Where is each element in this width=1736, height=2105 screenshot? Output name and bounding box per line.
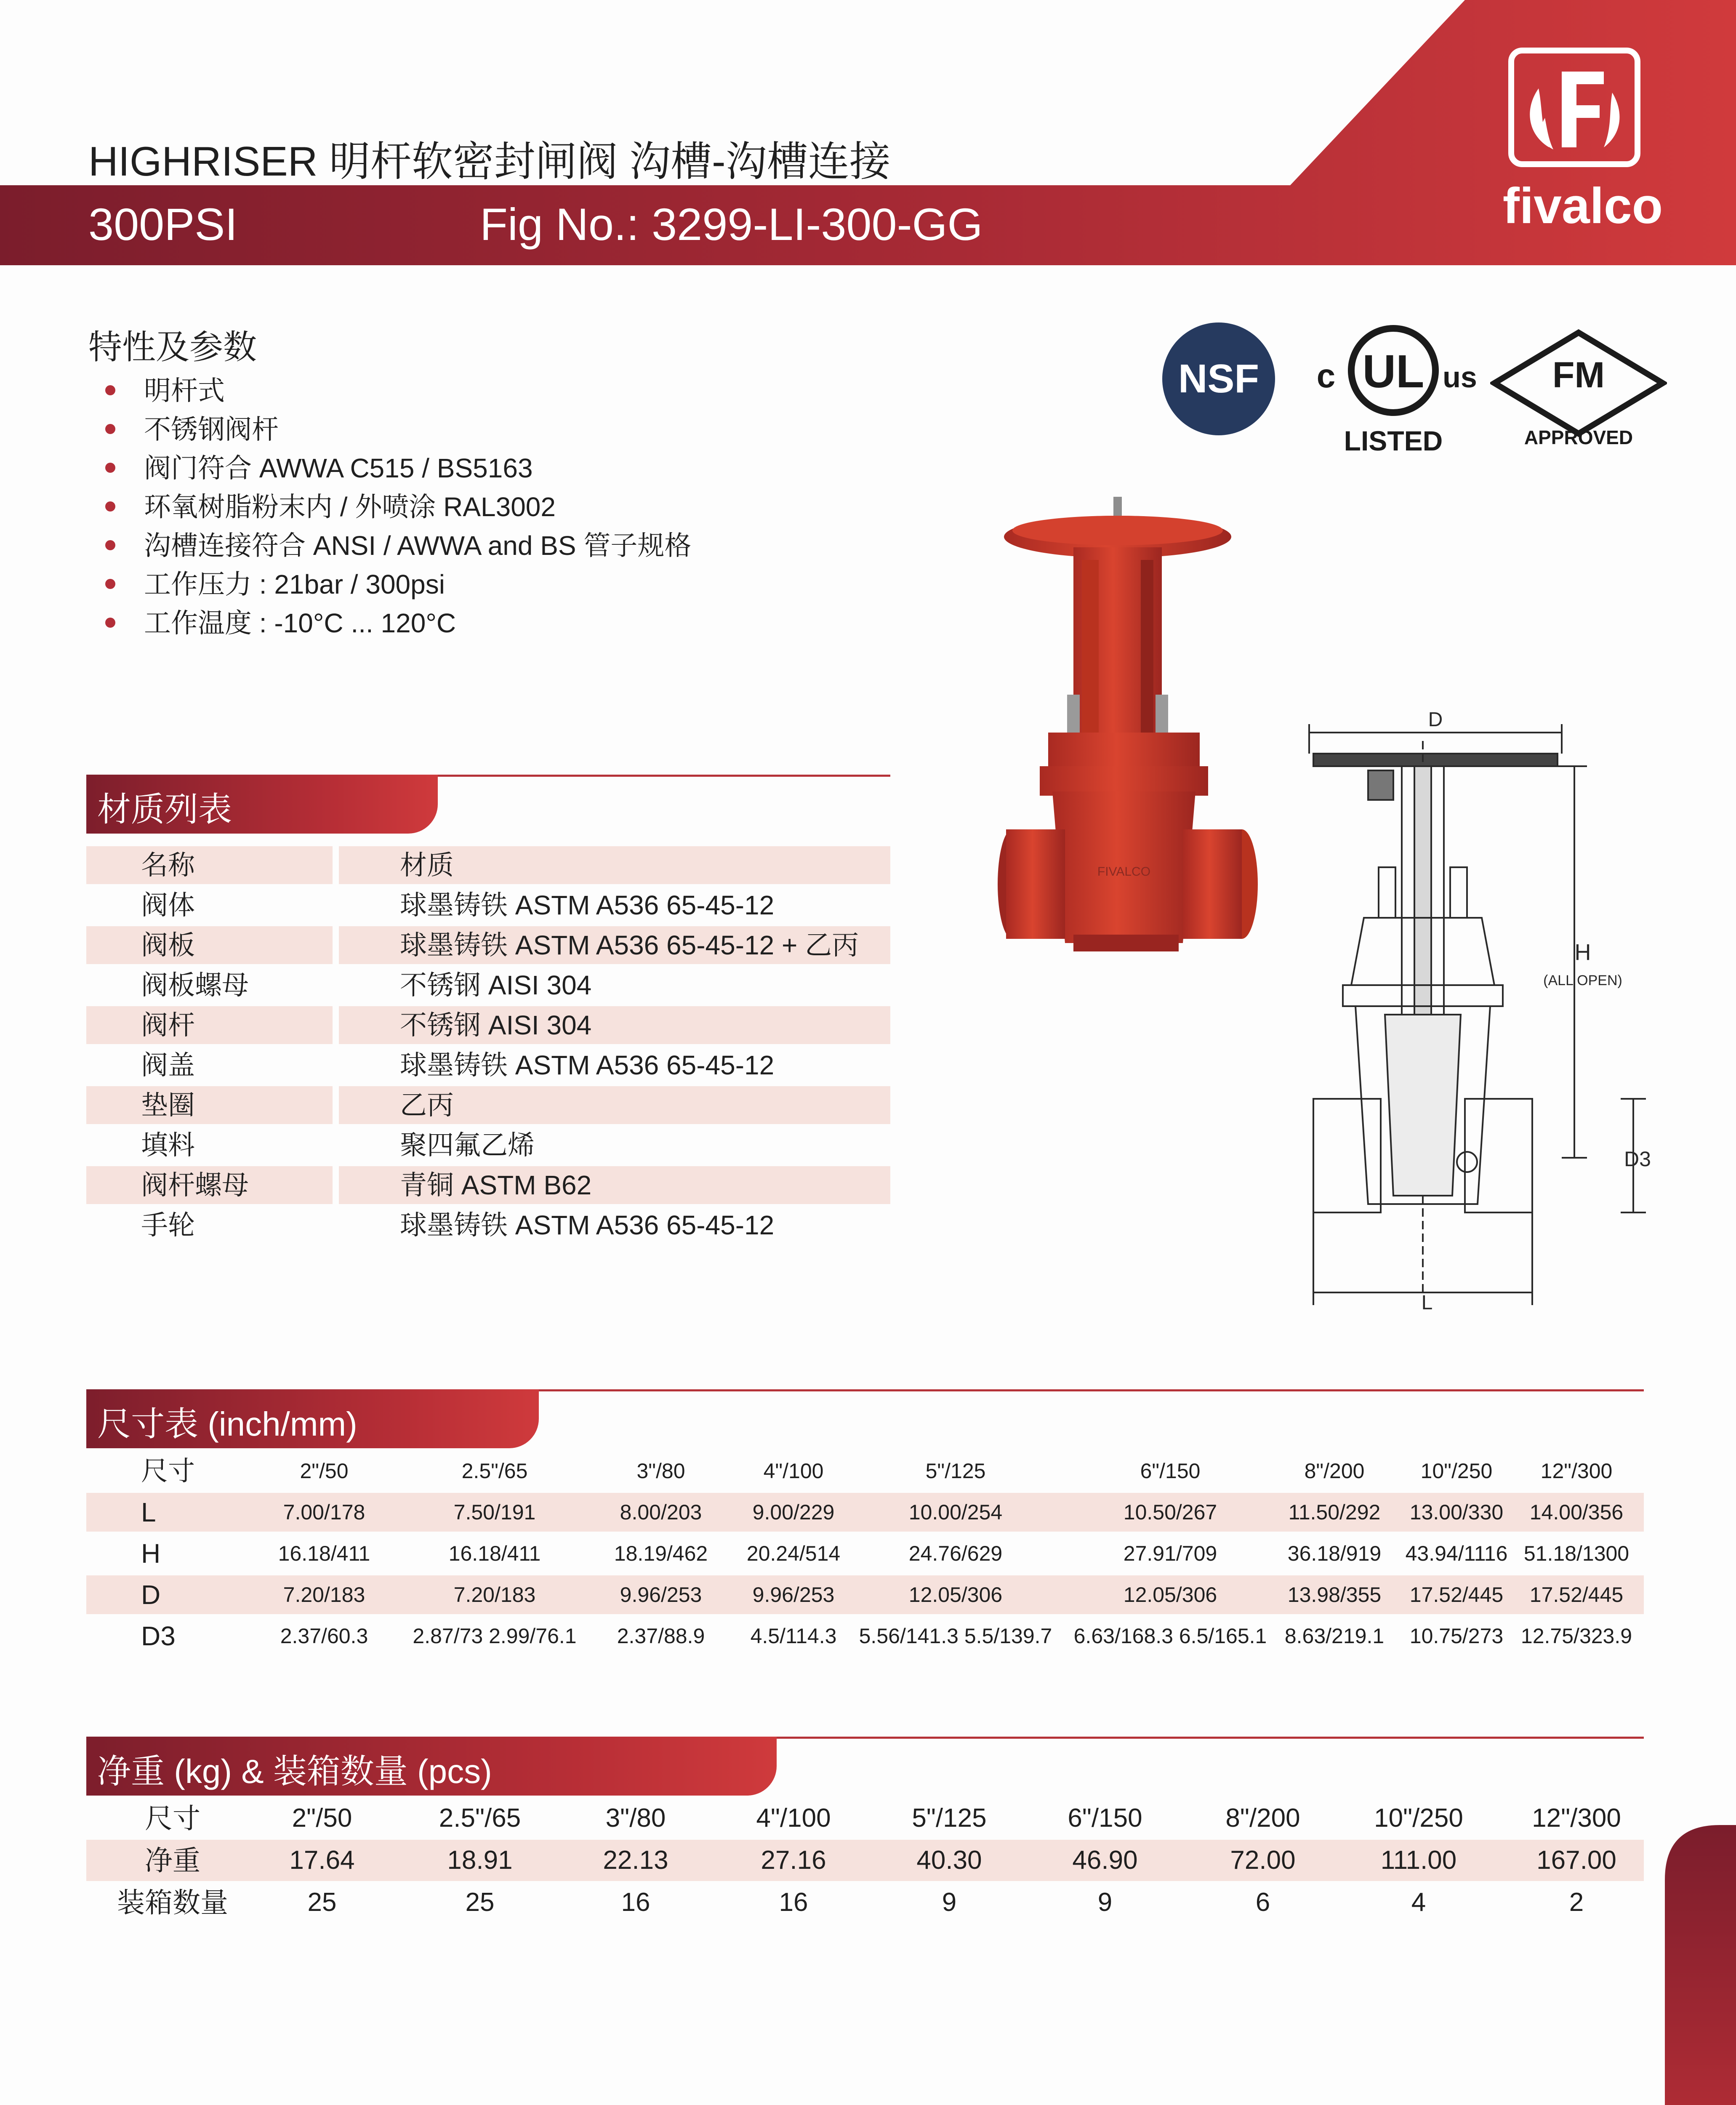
weights-title: 净重 (kg) & 装箱数量 (pcs) (97, 1753, 492, 1790)
table-row: D3 2.37/60.3 2.87/73 2.99/76.1 2.37/88.9 4.5/114.3 5.56/141.3 5.5/139.7 6.63/168.3 6.5/165.1 8.63/219.1 10.75/273 12.75/323.9 (141, 1621, 1632, 1651)
fm-approved-certification-icon (1490, 328, 1667, 450)
svg-text:c: c (1316, 357, 1336, 394)
table-row: 阀杆螺母 青铜 ASTM B62 (86, 1166, 890, 1204)
feature-item: 明杆式 (105, 371, 225, 410)
product-title: HIGHRISER 明杆软密封闸阀 沟槽-沟槽连接 (88, 138, 891, 184)
bullet-icon (105, 540, 115, 550)
valve-dimension-drawing (1284, 707, 1654, 1314)
table-row: L 7.00/178 7.50/191 8.00/203 9.00/229 10.00/254 10.50/267 11.50/292 13.00/330 14.00/356 (86, 1493, 1644, 1532)
bullet-icon (105, 579, 115, 589)
bullet-icon (105, 385, 115, 395)
svg-text:D3: D3 (1624, 1147, 1651, 1171)
table-row: 阀体 球墨铸铁 ASTM A536 65-45-12 (141, 890, 775, 920)
feature-item: 工作温度 : -10°C ... 120°C (105, 604, 456, 642)
svg-text:FM: FM (1552, 355, 1605, 395)
svg-text:(ALL OPEN): (ALL OPEN) (1543, 973, 1622, 989)
table-row: 阀盖 球墨铸铁 ASTM A536 65-45-12 (141, 1050, 775, 1080)
page-edge-tab (1665, 1825, 1736, 2105)
svg-text:D: D (1428, 709, 1443, 731)
svg-text:UL: UL (1362, 346, 1424, 397)
bullet-icon (105, 463, 115, 473)
feature-item: 阀门符合 AWWA C515 / BS5163 (105, 449, 533, 488)
svg-text:H: H (1574, 940, 1591, 965)
dimensions-section-header (86, 1389, 1644, 1448)
feature-item: 环氧树脂粉末内 / 外喷涂 RAL3002 (105, 488, 556, 526)
ul-listed-certification-icon (1305, 320, 1482, 459)
dimensions-header-row: 尺寸 2"/50 2.5"/65 3"/80 4"/100 5"/125 6"/150 8"/200 10"/250 12"/300 (141, 1456, 1613, 1486)
feature-item: 不锈钢阀杆 (105, 410, 279, 449)
table-row: 垫圈 乙丙 (86, 1086, 890, 1124)
table-row: 装箱数量 25 25 16 16 9 9 6 4 2 (117, 1887, 1584, 1918)
svg-text:NSF: NSF (1178, 356, 1259, 401)
table-row: H 16.18/411 16.18/411 18.19/462 20.24/514 24.76/629 27.91/709 36.18/919 43.94/1116 51.18/1300 (141, 1538, 1629, 1569)
features-heading: 特性及参数 (88, 328, 257, 366)
table-row: 阀杆 不锈钢 AISI 304 (86, 1006, 890, 1044)
bullet-icon (105, 424, 115, 434)
svg-text:APPROVED: APPROVED (1524, 426, 1633, 448)
materials-section-header (86, 775, 890, 834)
bullet-icon (105, 501, 115, 512)
bullet-icon (105, 618, 115, 628)
svg-text:us: us (1443, 361, 1477, 394)
table-row: 阀板螺母 不锈钢 AISI 304 (141, 970, 592, 1000)
nsf-certification-icon (1160, 320, 1278, 438)
svg-text:L: L (1421, 1292, 1433, 1314)
table-row: D 7.20/183 7.20/183 9.96/253 9.96/253 12.05/306 12.05/306 13.98/355 17.52/445 17.52/445 (86, 1575, 1644, 1614)
pressure-rating: 300PSI (88, 199, 238, 250)
table-row: 手轮 球墨铸铁 ASTM A536 65-45-12 (141, 1210, 775, 1240)
svg-text:LISTED: LISTED (1344, 425, 1443, 456)
figure-number: Fig No.: 3299-LI-300-GG (480, 199, 983, 250)
table-row: 阀板 球墨铸铁 ASTM A536 65-45-12 + 乙丙 (86, 926, 890, 964)
table-row: 填料 聚四氟乙烯 (141, 1130, 535, 1160)
dimensions-title: 尺寸表 (inch/mm) (97, 1405, 357, 1443)
svg-text:FIVALCO: FIVALCO (1097, 865, 1151, 879)
feature-item: 沟槽连接符合 ANSI / AWWA and BS 管子规格 (105, 526, 691, 565)
table-row: 净重 17.64 18.91 22.13 27.16 40.30 46.90 72.00 111.00 167.00 (86, 1840, 1644, 1881)
materials-header-row: 名称 材质 (86, 846, 890, 884)
weights-header-row: 尺寸 2"/50 2.5"/65 3"/80 4"/100 5"/125 6"/150 8"/200 10"/250 12"/300 (145, 1803, 1621, 1834)
materials-title: 材质列表 (97, 791, 232, 828)
feature-item: 工作压力 : 21bar / 300psi (105, 565, 445, 604)
brand-name: fivalco (1502, 178, 1663, 234)
valve-product-photo (998, 497, 1259, 1031)
weights-section-header (86, 1737, 1644, 1796)
